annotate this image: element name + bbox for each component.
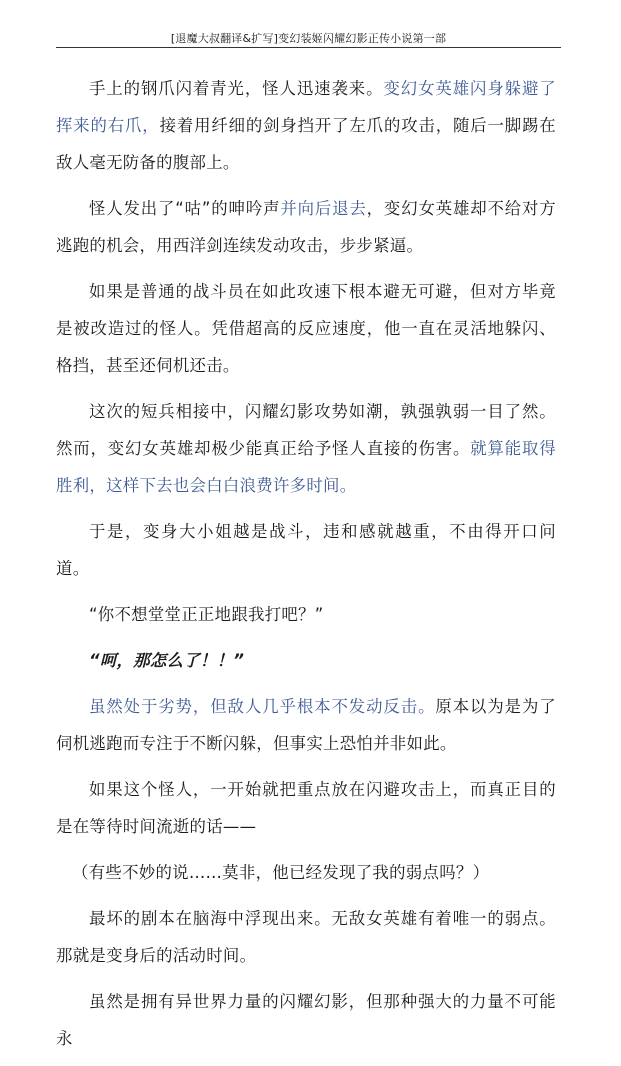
text-segment: 最坏的剧本在脑海中浮现出来。无敌女英雄有着唯一的弱点。那就是变身后的活动时间。 — [56, 909, 556, 965]
paragraph — [56, 190, 556, 264]
text-segment: 怪人发出了“咕”的呻吟声 — [89, 199, 281, 218]
paragraph — [56, 596, 556, 633]
paragraph — [56, 642, 556, 679]
text-segment: 手上的钢爪闪着青光，怪人迅速袭来。 — [89, 79, 384, 98]
document-body — [56, 70, 556, 1066]
text-segment: 接着用纤细的剑身挡开了左爪的攻击，随后一脚踢在敌人毫无防备的腹部上。 — [56, 116, 556, 172]
text-segment: 虽然处于劣势，但敌人几乎根本不发动反击。 — [89, 697, 436, 716]
text-segment: 如果是普通的战斗员在如此攻速下根本避无可避，但对方毕竟是被改造过的怪人。凭借超高的反应速度，他一直在灵活地躲闪、格挡，甚至还伺机还击。 — [56, 282, 556, 375]
text-segment: 就算能取得胜利，这样下去也会白白浪费许多时间。 — [56, 439, 556, 495]
text-segment: 于是，变身大小姐越是战斗，违和感就越重，不由得开口问道。 — [56, 522, 556, 578]
text-segment: 变幻女英雄闪身躲避了挥来的右爪， — [56, 79, 557, 135]
text-segment: “你不想堂堂正正地跟我打吧？” — [89, 605, 324, 624]
text-segment: “呵，那怎么了！！” — [89, 651, 245, 670]
paragraph — [56, 688, 556, 762]
header-rule — [56, 47, 561, 48]
paragraph — [56, 70, 556, 181]
text-segment: 如果这个怪人，一开始就把重点放在闪避攻击上，而真正目的是在等待时间流逝的话—— — [56, 780, 556, 836]
paragraph — [56, 513, 556, 587]
paragraph — [56, 854, 556, 891]
text-segment: 原本以为是为了伺机逃跑而专注于不断闪躲，但事实上恐怕并非如此。 — [56, 697, 556, 753]
paragraph — [56, 771, 556, 845]
page-header: [退魔大叔翻译&扩写]变幻装姬闪耀幻影正传小说第一部 — [170, 32, 447, 45]
paragraph — [56, 983, 556, 1057]
text-segment: ，变幻女英雄却不给对方逃跑的机会，用西洋剑连续发动攻击，步步紧逼。 — [56, 199, 556, 255]
paragraph — [56, 393, 556, 504]
text-segment: 并向后退去 — [280, 199, 367, 218]
text-segment: 虽然是拥有异世界力量的闪耀幻影，但那种强大的力量不可能永 — [56, 992, 556, 1048]
paragraph — [56, 273, 556, 384]
paragraph — [56, 900, 556, 974]
text-segment: 这次的短兵相接中，闪耀幻影攻势如潮，孰强孰弱一目了然。然而，变幻女英雄却极少能真正给予怪人直接的伤害。 — [56, 402, 556, 458]
text-segment: （有些不妙的说……莫非，他已经发现了我的弱点吗？） — [72, 863, 490, 882]
